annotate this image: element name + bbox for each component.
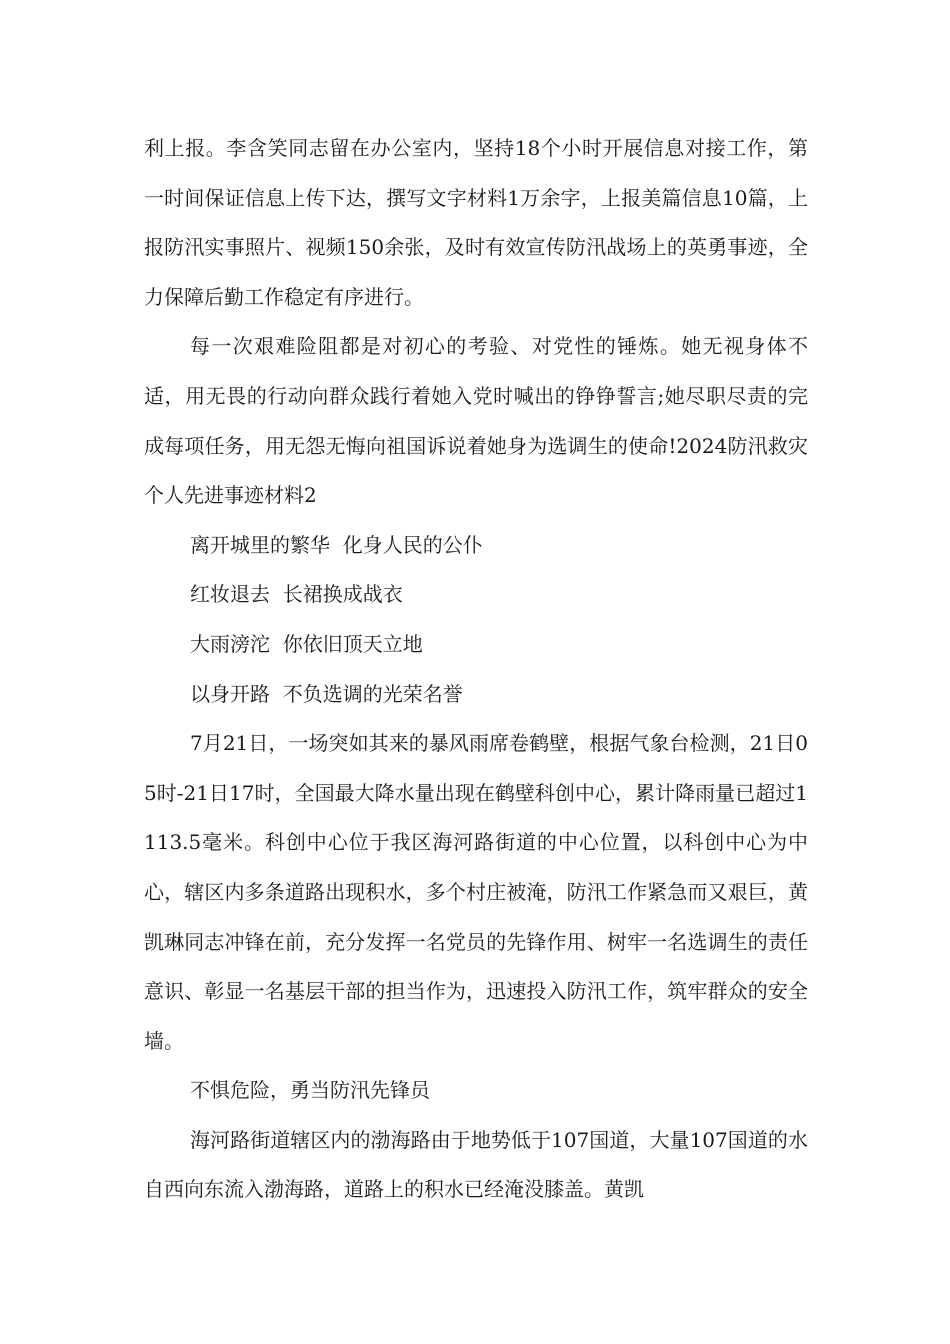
document-body <box>144 124 808 1215</box>
section-heading: 不惧危险，勇当防汛先锋员 <box>190 1078 430 1103</box>
paragraph-4: 海河路街道辖区内的渤海路由于地势低于107国道，大量107国道的水自西向东流入渤海路，道路上的积水已经淹没膝盖。黄凯 <box>144 1127 808 1202</box>
paragraph-3: 7月21日，一场突如其来的暴风雨席卷鹤壁，根据气象台检测，21日05时-21日17时，全国最大降水量出现在鹤壁科创中心，累计降雨量已超过1113.5毫米。科创中心位于我区海河路街道的中心位置，以科创中心为中心，辖区内多条道路出现积水，多个村庄被淹，防汛工作紧急而又艰巨，黄凯琳同志冲锋在前，充分发挥一名党员的先锋作用、树牢一名选调生的责任意识、彰显一名基层干部的担当作为，迅速投入防汛工作，筑牢群众的安全墙。 <box>144 731 808 1053</box>
paragraph-2: 每一次艰难险阻都是对初心的考验、对党性的锤炼。她无视身体不适，用无畏的行动向群众践行着她入党时喊出的铮铮誓言;她尽职尽责的完成每项任务，用无怨无悔向祖国诉说着她身为选调生的使命!2024防汛救灾个人先进事迹材料2 <box>144 334 808 508</box>
verse-line-4: 以身开路 不负选调的光荣名誉 <box>190 681 463 706</box>
verse-line-2: 红妆退去 长裙换成战衣 <box>190 582 403 607</box>
verse-line-3: 大雨滂沱 你依旧顶天立地 <box>190 631 423 656</box>
verse-line-1: 离开城里的繁华 化身人民的公仆 <box>190 532 483 557</box>
paragraph-1: 利上报。李含笑同志留在办公室内，坚持18个小时开展信息对接工作，第一时间保证信息上传下达，撰写文字材料1万余字，上报美篇信息10篇，上报防汛实事照片、视频150余张，及时有效宣传防汛战场上的英勇事迹，全力保障后勤工作稳定有序进行。 <box>144 136 808 309</box>
